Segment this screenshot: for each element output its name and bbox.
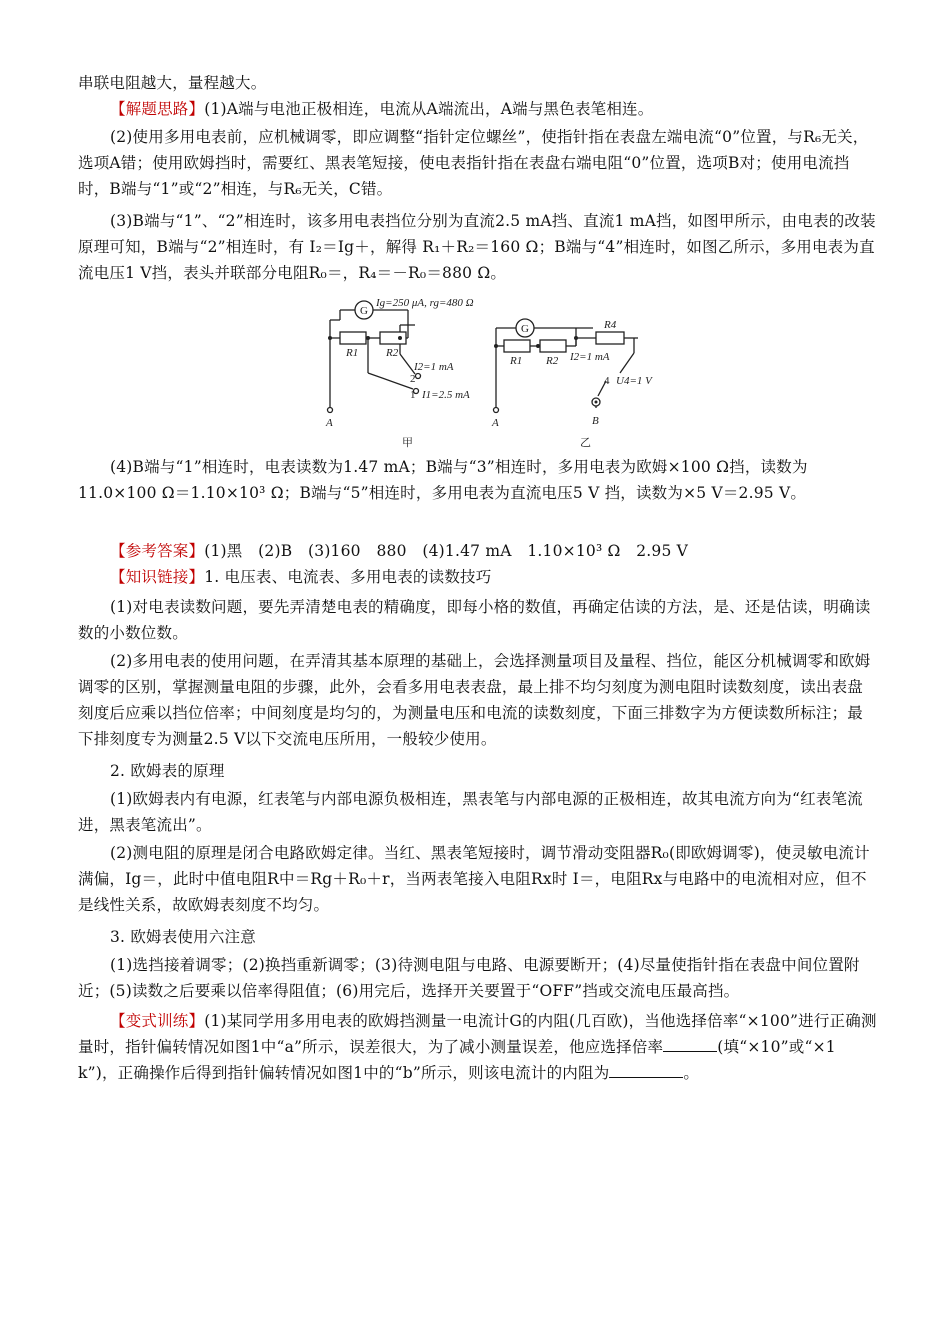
resistor-r4-right [596,332,624,344]
answer-tag: 【参考答案】 [110,542,205,560]
galvanometer-label-left: G [360,305,368,317]
exercise-text-c: 。 [683,1064,700,1082]
solution-tag: 【解题思路】 [110,100,205,118]
i2-label-left: I2=1 mA [414,361,454,373]
terminal-a-right [494,408,499,413]
exercise-tag: 【变式训练】 [110,1012,205,1030]
r1-label-left: R1 [346,347,359,359]
paragraph-intro: 串联电阻越大，量程越大。 [78,74,267,92]
terminal-2-label: 2 [410,373,416,385]
exercise-text-b: (填“×10”或“×1 k”)，正确操作后得到指针偏转情况如图1中的“b”所示，则该电流计的内阻为 [78,1038,836,1082]
paragraph-solution-3: (3)B端与“1”、“2”相连时，该多用电表挡位分别为直流2.5 mA挡、直流1 mA挡，如图甲所示，由电表的改装原理可知，B端与“2”相连时，有 I₂＝Ig＋，解得 R₁＋R₂＝160 Ω；B端与“4”相连时，如图乙所示，多用电表为直流电压1 V挡，表头并联部分电阻R₀＝，R₄＝－R₀＝880 Ω。 [78,212,876,282]
i1-label-left: I1=2.5 mA [422,389,470,401]
knowledge-title: 1. 电压表、电流表、多用电表的读数技巧 [204,568,492,586]
meter-spec-label: Ig=250 μA, rg=480 Ω [376,298,474,309]
exercise-text-a: (1)某同学用多用电表的欧姆挡测量一电流计G的内阻(几百欧)，当他选择倍率“×100”进行正确测量时，指针偏转情况如图1中“a”所示，误差很大，为了减小测量误差，他应选择倍率 [78,1012,877,1056]
heading-ohmmeter-notes: 3. 欧姆表使用六注意 [110,928,256,946]
i2-label-right: I2=1 mA [570,351,610,363]
resistor-r1-left [340,332,366,344]
answer-blank-2[interactable] [609,1061,683,1078]
knowledge-tag: 【知识链接】 [110,568,205,586]
solution-text-1: (1)A端与电池正极相连，电流从A端流出，A端与黑色表笔相连。 [204,100,654,118]
u4-label-right: U4=1 V [616,375,652,387]
galvanometer-label-right: G [521,323,529,335]
resistor-r2-left [380,332,406,344]
paragraph-solution-4: (4)B端与“1”相连时，电表读数为1.47 mA；B端与“3”相连时，多用电表为欧姆×100 Ω挡，读数为11.0×100 Ω＝1.10×10³ Ω；B端与“5”相连时，多用电表为直流电压5 V 挡，读数为×5 V＝2.95 V。 [78,458,808,502]
a-label-right: A [492,417,499,429]
circuit-left [330,310,415,410]
a-label-left: A [326,417,333,429]
r4-label-right: R4 [604,319,617,331]
heading-ohmmeter-principle: 2. 欧姆表的原理 [110,762,225,780]
terminal-a-left [328,408,333,413]
r1-label-right: R1 [510,355,523,367]
paragraph-solution-2: (2)使用多用电表前，应机械调零，即应调整“指针定位螺丝”，使指针指在表盘左端电流“0”位置，与R₆无关，选项A错；使用欧姆挡时，需要红、黑表笔短接，使电表指针指在表盘右端电阻“0”位置，选项B对；使用电流挡时，B端与“1”或“2”相连，与R₆无关，C错。 [78,128,869,198]
paragraph-notes: (1)选挡接着调零；(2)换挡重新调零；(3)待测电阻与电路、电源要断开；(4)尽量使指针指在表盘中间位置附近；(5)读数之后要乘以倍率得阻值；(6)用完后，选择开关要置于“OFF”挡或交流电压最高挡。 [78,956,860,1000]
paragraph-knowledge-title [78,564,878,590]
r2-label-right: R2 [546,355,559,367]
paragraph-principle-2: (2)测电阻的原理是闭合电路欧姆定律。当红、黑表笔短接时，调节滑动变阻器R₀(即欧姆调零)，使灵敏电流计满偏，Ig＝，此时中值电阻R中＝Rg＋R₀＋r，当两表笔接入电阻Rx时 I＝，电阻Rx与电路中的电流相对应，但不是线性关系，故欧姆表刻度不均匀。 [78,844,870,914]
circuit-diagram [318,298,674,448]
resistor-r1-right [504,340,530,352]
paragraph-knowledge-2: (2)多用电表的使用问题，在弄清其基本原理的基础上，会选择测量项目及量程、挡位，能区分机械调零和欧姆调零的区别，掌握测量电阻的步骤，此外，会看多用电表表盘，最上排不均匀刻度为测电阻时读数刻度，读出表盘刻度后应乘以挡位倍率；中间刻度是均匀的，为测量电压和电流的读数刻度，下面三排数字为方便读数所标注；最下排刻度专为测量2.5 V以下交流电压所用，一般较少使用。 [78,652,871,748]
resistor-r2-right [540,340,566,352]
paragraph-exercise [78,1008,878,1086]
b-label-right: B [592,415,599,427]
caption-right: 乙 [580,437,591,448]
r2-label-left: R2 [386,347,399,359]
answer-blank-1[interactable] [663,1035,717,1052]
paragraph-principle-1: (1)欧姆表内有电源，红表笔与内部电源负极相连，黑表笔与内部电源的正极相连，故其电流方向为“红表笔流进，黑表笔流出”。 [78,790,863,834]
terminal-1-label: 1 [410,389,416,401]
paragraph-solution-1 [78,96,878,122]
terminal-2-left [416,374,421,379]
caption-left: 甲 [402,437,413,448]
paragraph-knowledge-1: (1)对电表读数问题，要先弄清楚电表的精确度，即每小格的数值，再确定估读的方法，是、还是估读，明确读数的小数位数。 [78,598,871,642]
terminal-4-label: 4 [604,375,610,387]
answer-text: (1)黑 (2)B (3)160 880 (4)1.47 mA 1.10×10³ Ω 2.95 V [204,542,689,560]
paragraph-answer [78,538,878,564]
